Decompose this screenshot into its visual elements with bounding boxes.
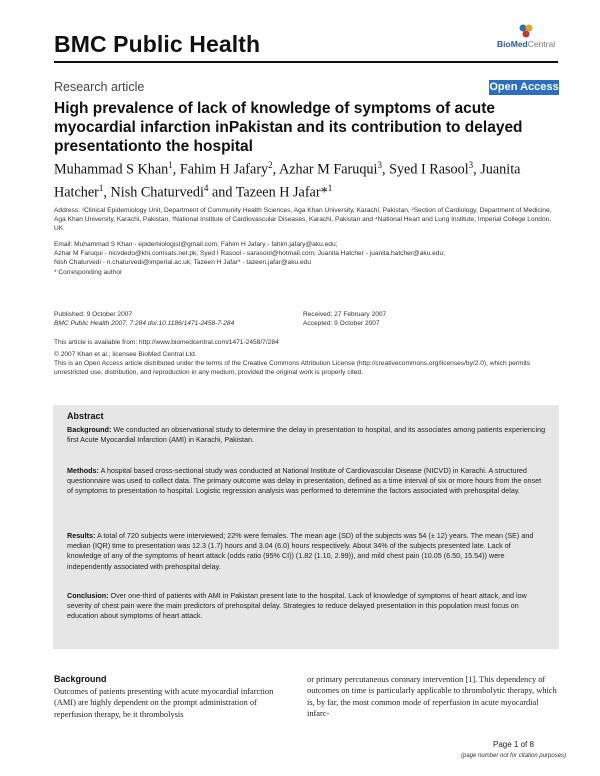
abstract-heading: Abstract — [67, 411, 104, 421]
address-block: Address: ¹Clinical Epidemiology Unit, Department of Community Health Sciences, Aga Khan University, Karachi, Pakistan, ²Section of Cardiology, Department of Medicine, Aga Khan University, Karachi, Pakistan, ³National Institute of Cardiovascular Diseases, Karachi, Pakistan and ⁴National Heart and Lung Institute, Imperial College London, UK — [54, 207, 552, 232]
body-column-right: or primary percutaneous coronary intervention [1]. This dependency of outcomes on time is particularly applicable to thrombolytic therapy, which is, by far, the most common mode of reperfusion in acute myocardial infarc- — [307, 675, 557, 719]
abstract-conclusion-label: Conclusion: — [67, 591, 109, 600]
received-date: Received: 27 February 2007 — [303, 311, 387, 318]
author-name: Syed I Rasool — [389, 161, 469, 178]
email-line: Nish Chaturvedi - n.chaturvedi@imperial.ac.uk; Tazeen H Jafar* - tazeen.jafar@aku.edu — [54, 259, 311, 266]
author-name: Juanita Hatcher — [54, 161, 521, 201]
email-line: Azhar M Faruqui - nicvdedo@khi.comsats.net.pk; Syed I Rasool - sarasool@hotmail.com; Juanita Hatcher - juanita.hatcher@aku.edu; — [54, 250, 445, 257]
logo-text-central: Central — [527, 39, 556, 49]
accepted-date: Accepted: 9 October 2007 — [303, 320, 380, 327]
copyright: © 2007 Khan et al.; licensee BioMed Central Ltd. — [54, 351, 197, 358]
journal-title: BMC Public Health — [54, 31, 261, 57]
author-affiliation: 1 — [98, 183, 104, 194]
abstract-results-label: Results: — [67, 531, 96, 540]
author-affiliation: 4 — [203, 183, 209, 194]
author-name: Fahim H Jafary — [179, 161, 269, 178]
author-name: Tazeen H Jafar* — [235, 184, 328, 201]
abstract-background-text: We conducted an observational study to determine the delay in presentation to hospital, and its associates among patients experiencing first Acute Myocardial Infarction (AMI) in Karachi, Pakistan. — [67, 425, 546, 445]
article-type: Research article — [54, 80, 145, 94]
author-affiliation: 1 — [327, 183, 333, 194]
author-name: Muhammad S Khan — [54, 161, 169, 178]
publication-info — [54, 310, 294, 328]
biomed-central-logo — [497, 24, 557, 54]
open-access-badge: Open Access — [489, 81, 559, 93]
abstract-conclusion — [67, 591, 547, 622]
background-heading: Background — [54, 674, 107, 684]
abstract-background-label: Background: — [67, 425, 112, 434]
email-line: Email: Muhammad S Khan - epidemiologist@gmail.com; Fahim H Jafary - fahim.jafary@aku.edu; — [54, 241, 338, 248]
article-url[interactable]: This article is available from: http://www.biomedcentral.com/1471-2458/7/284 — [54, 339, 279, 346]
author-name: Nish Chaturvedi — [110, 184, 204, 201]
author-affiliation: 1 — [168, 160, 173, 170]
received-info — [303, 310, 503, 328]
author-affiliation: 3 — [377, 160, 382, 170]
logo-text — [497, 39, 555, 49]
abstract-results — [67, 531, 547, 572]
abstract-background — [67, 425, 547, 445]
logo-text-biomed: BioMed — [497, 39, 528, 49]
license-text: This is an Open Access article distributed under the terms of the Creative Commons Attribution License (http://creativecommons.org/licenses/by/2.0), which permits unrestricted use, distribution, and reproduction in any medium, provided the original work is properly cited. — [54, 360, 531, 376]
header-rule — [54, 61, 558, 63]
author-affiliation: 3 — [468, 160, 474, 170]
page-number: Page 1 of 8 — [493, 740, 534, 749]
author-affiliation: 2 — [268, 160, 273, 170]
abstract-methods — [67, 466, 547, 497]
author-list: Muhammad S Khan$^1$, Fahim H Jafary$^2$, Azhar M Faruqui$^3$, Syed I Rasool$^3$, Juanita Hatcher$^1$, Nish Chaturvedi$^4$ and Tazeen H Jafar*$^1$ — [54, 160, 521, 201]
logo-mark-icon — [519, 24, 533, 38]
abstract-results-text: A total of 720 subjects were interviewed; 22% were females. The mean age (SD) of the subjects was 54 (± 12) years. The mean (SE) and median (IQR) time to presentation was 12.3 (1.7) hours and 3.04 (6.0) hours respectively. About 34% of the subjects presented late. Lack of knowledge of any of the symptoms of heart attack (odds ratio (95% CI)) (1.82 (1.10, 2.99)), and mild chest pain (10.05 (6.50, 15.54)) were independently associated with prehospital delay. — [67, 531, 534, 571]
citation: BMC Public Health 2007, 7:284 doi:10.1186/1471-2458-7-284 — [54, 320, 235, 327]
abstract-methods-text: A hospital based cross-sectional study was conducted at National Institute of Cardiovascular Disease (NICVD) in Karachi. A structured questionnaire was used to collect data. The primary outcome was delay in presentation, defined as a time interval of six or more hours from the onset of symptoms to presentation to hospital. Logistic regression analysis was performed to determine the factors associated with prehospital delay. — [67, 466, 542, 496]
corresponding-note: * Corresponding author — [54, 269, 123, 276]
abstract-conclusion-text: Over one-third of patients with AMI in Pakistan present late to the hospital. Lack of knowledge of symptoms of heart attack, and low severity of chest pain were the main predictors of prehospital delay. Strategies to reduce delayed presentation in this population must focus on education about symptoms of heart attack. — [67, 591, 527, 621]
author-name: Azhar M Faruqui — [278, 161, 378, 178]
published-date: Published: 9 October 2007 — [54, 311, 133, 318]
page-note: (page number not for citation purposes) — [461, 753, 567, 759]
body-column-left: Outcomes of patients presenting with acute myocardial infarction (AMI) are highly dependent on the prompt administration of reperfusion therapy, be it thrombolysis — [54, 687, 274, 719]
abstract-methods-label: Methods: — [67, 466, 99, 475]
email-block — [54, 240, 559, 267]
article-title: High prevalence of lack of knowledge of symptoms of acute myocardial infarction inPakistan and its contribution to delayed presentationto the hospital — [54, 100, 523, 155]
